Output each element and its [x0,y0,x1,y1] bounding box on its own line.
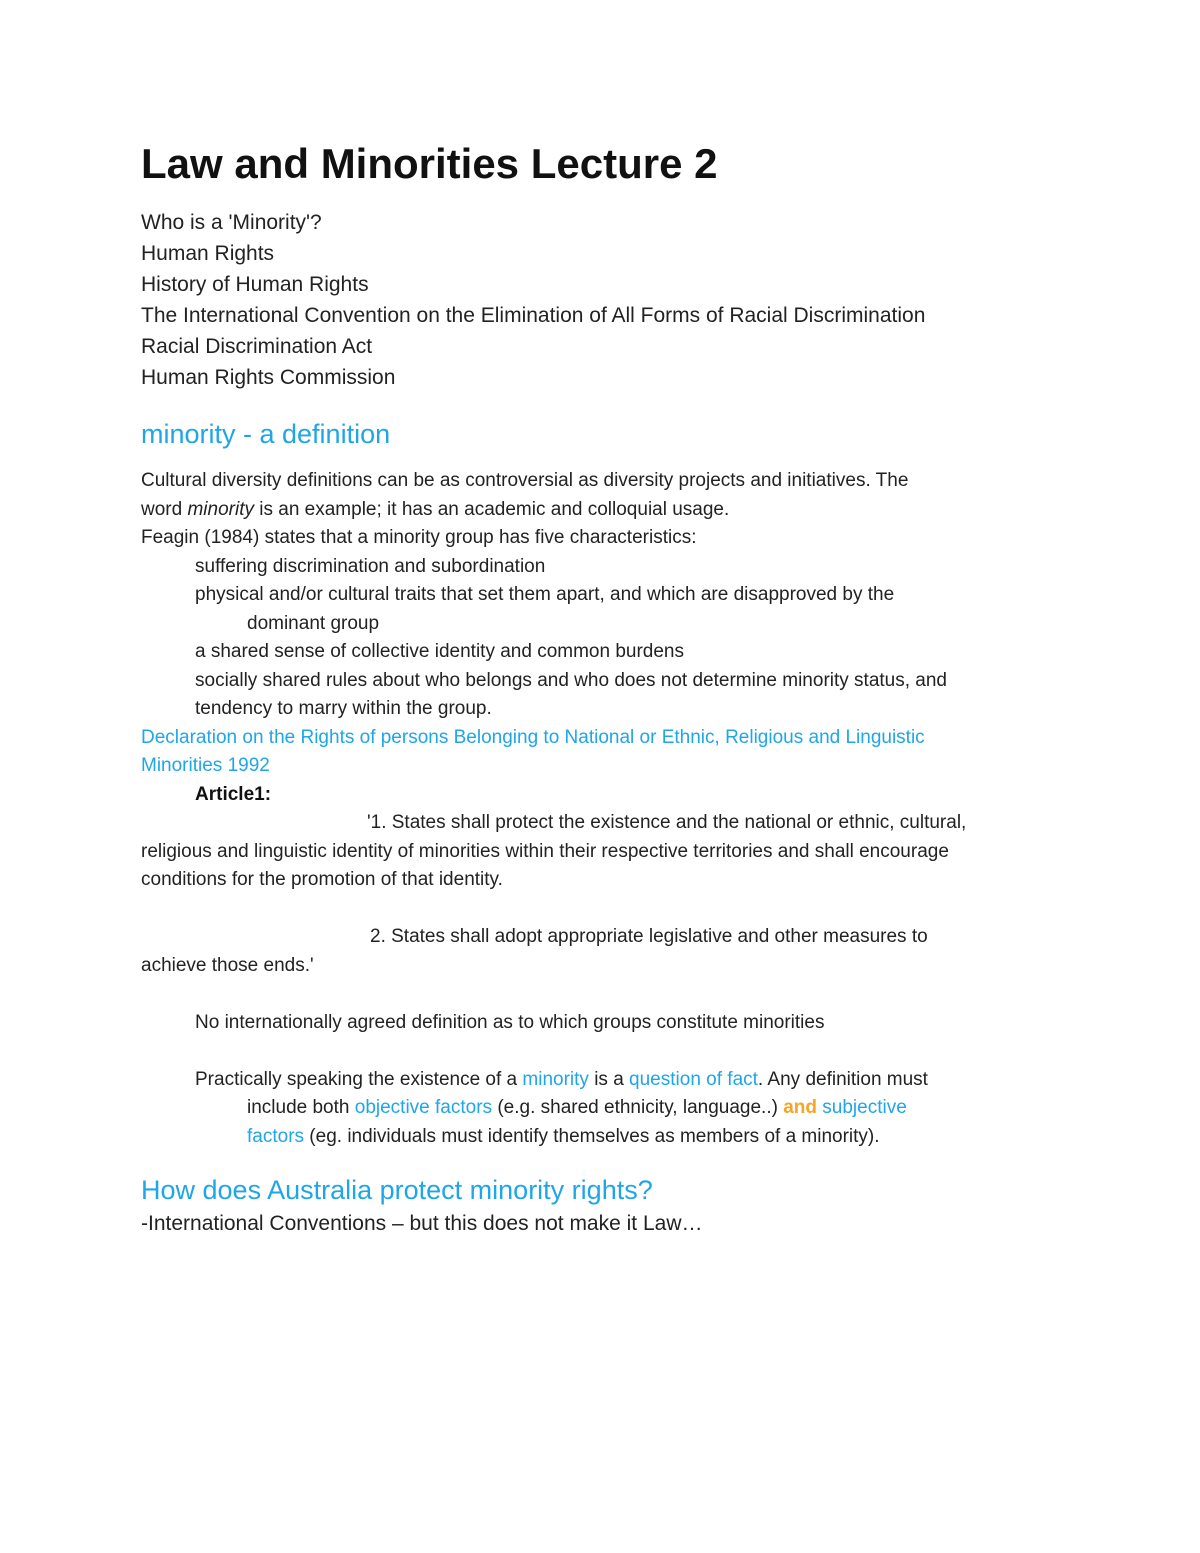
highlight-minority: minority [522,1068,589,1090]
characteristic-item-continued: tendency to marry within the group. [195,698,492,719]
topics-list [141,207,925,393]
topic-item: The International Convention on the Elimination of All Forms of Racial Discrimination [141,304,926,327]
article-clause-2: 2. States shall adopt appropriate legislative and other measures to [370,926,928,947]
practical-text: . Any definition must [757,1068,928,1090]
practical-text: Practically speaking the existence of a [195,1068,523,1090]
topic-item: Human Rights Commission [141,366,396,389]
characteristic-item: suffering discrimination and subordination [195,555,546,577]
international-conventions-line: -International Conventions – but this does not make it Law… [141,1212,703,1235]
declaration-title: Declaration on the Rights of persons Belonging to National or Ethnic, Religious and Linguistic [141,726,925,748]
article-clause-1: '1. States shall protect the existence and the national or ethnic, cultural, [367,812,967,833]
characteristic-item: a shared sense of collective identity and common burdens [195,641,684,662]
practical-text: (e.g. shared ethnicity, language..) [492,1097,784,1118]
characteristic-item-continued: dominant group [247,612,380,634]
topic-item: Racial Discrimination Act [141,335,373,358]
topic-item: Who is a 'Minority'? [141,211,322,234]
section-heading-australia: How does Australia protect minority rights? [141,1175,653,1205]
definition-body [141,467,1071,1151]
practical-line [141,1066,1071,1095]
spacer [141,1037,1071,1066]
spacer [141,895,1071,924]
intro-line [141,496,1071,525]
practical-line-continued [141,1094,1071,1123]
intro-text: word [141,498,188,520]
topic-item: Human Rights [141,242,275,265]
highlight-objective-factors: objective factors [354,1097,493,1118]
no-agreed-definition: No internationally agreed definition as to which groups constitute minorities [195,1011,825,1033]
article-clause-2-continued: achieve those ends.' [141,954,314,976]
topic-item: History of Human Rights [141,273,369,296]
article-clause-1-continued: religious and linguistic identity of minorities within their respective territories and shall encourage [141,840,949,862]
article-label: Article1: [195,783,272,805]
page-title [141,140,717,188]
intro-text: is an example; it has an academic and colloquial usage. [253,498,730,520]
declaration-title-continued: Minorities 1992 [141,755,270,776]
intro-italic-word: minority [187,498,254,520]
article-clause-1-continued: conditions for the promotion of that identity. [141,869,503,890]
spacer [141,980,1071,1009]
highlight-factors: factors [247,1125,305,1147]
characteristic-item: physical and/or cultural traits that set them apart, and which are disapproved by the [195,584,895,605]
feagin-line: Feagin (1984) states that a minority group has five characteristics: [141,527,697,548]
title-part1: Law and Minorities [141,140,531,187]
intro-line: Cultural diversity definitions can be as controversial as diversity projects and initiatives. The [141,470,909,491]
highlight-and: and [783,1097,817,1118]
practical-text: is a [588,1068,630,1090]
practical-line-continued [141,1123,1071,1152]
highlight-subjective: subjective [822,1097,907,1118]
title-part2: Lecture 2 [530,140,718,187]
highlight-question-of-fact: question of fact [629,1068,758,1090]
document-page [141,0,1071,1553]
practical-text: include both [247,1097,355,1118]
section-heading-minority-definition: minority - a definition [141,419,391,449]
characteristic-item: socially shared rules about who belongs and who does not determine minority status, and [195,669,947,691]
practical-text: (eg. individuals must identify themselves as members of a minority). [304,1125,880,1147]
